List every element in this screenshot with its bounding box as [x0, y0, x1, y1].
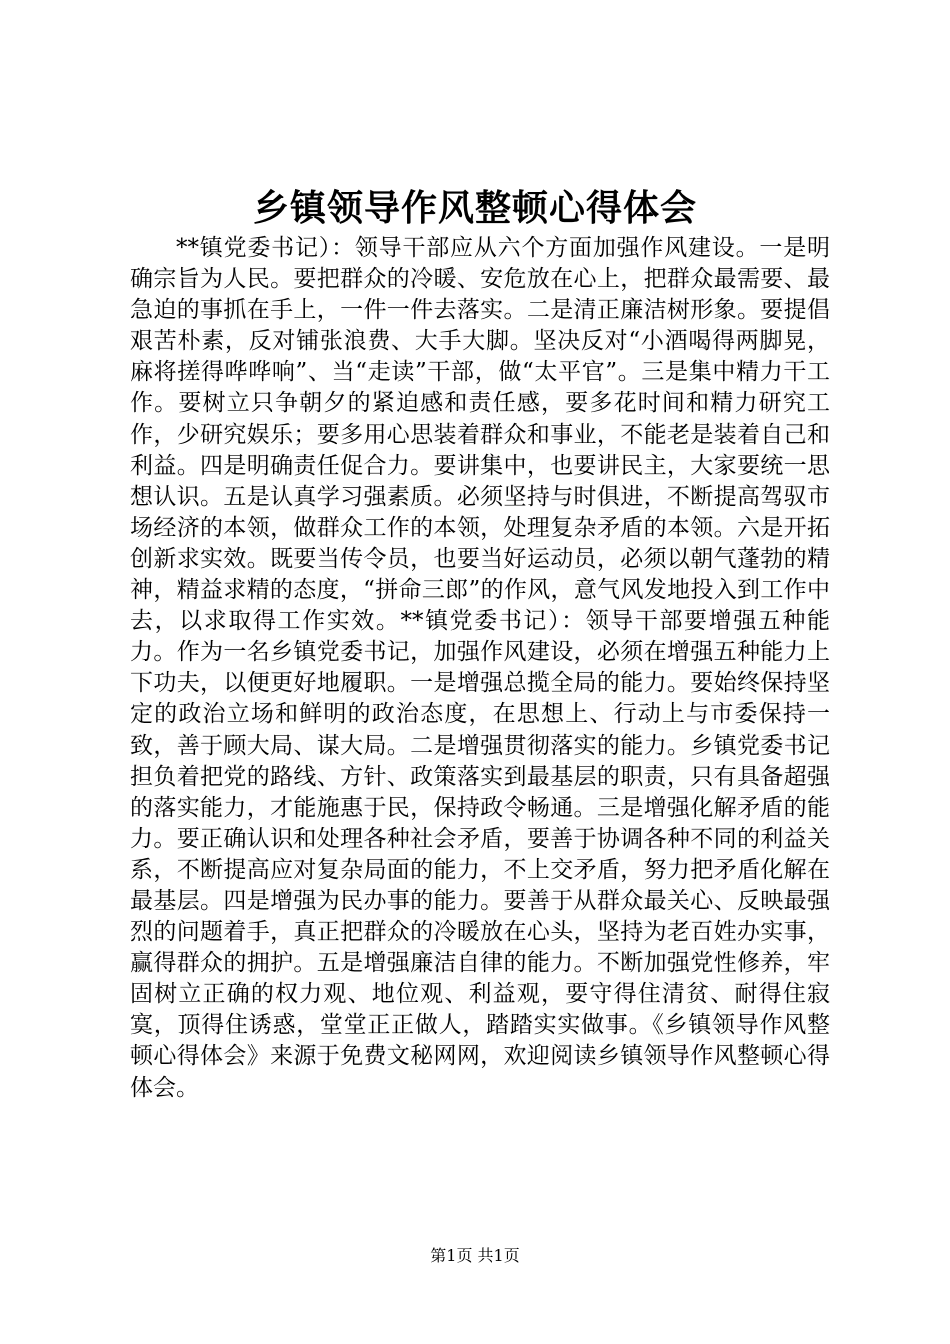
page-number-footer: 第1页 共1页	[430, 1246, 520, 1265]
document-title: 乡镇领导作风整顿心得体会	[252, 187, 697, 229]
document-body: **镇党委书记）：领导干部应从六个方面加强作风建设。一是明确宗旨为人民。要把群众的冷暖、安危放在心上，把群众最需要、最急迫的事抓在手上，一件一件去落实。二是清正廉洁树形象。要提倡艰苦朴素，反对铺张浪费、大手大脚。坚决反对“小酒喝得两脚晃，麻将搓得哗哗响”、当“走读”干部，做“太平官”。三是集中精力干工作。要树立只争朝夕的紧迫感和责任感，要多花时间和精力研究工作，少研究娱乐；要多用心思装着群众和事业，不能老是装着自己和利益。四是明确责任促合力。要讲集中，也要讲民主，大家要统一思想认识。五是认真学习强素质。必须坚持与时俱进，不断提高驾驭市场经济的本领，做群众工作的本领，处理复杂矛盾的本领。六是开拓创新求实效。既要当传令员，也要当好运动员，必须以朝气蓬勃的精神，精益求精的态度，“拼命三郎”的作风，意气风发地投入到工作中去，以求取得工作实效。**镇党委书记）：领导干部要增强五种能力。作为一名乡镇党委书记，加强作风建设，必须在增强五种能力上下功夫，以便更好地履职。一是增强总揽全局的能力。要始终保持坚定的政治立场和鲜明的政治态度，在思想上、行动上与市委保持一致，善于顾大局、谋大局。二是增强贯彻落实的能力。乡镇党委书记担负着把党的路线、方针、政策落实到最基层的职责，只有具备超强的落实能力，才能施惠于民，保持政令畅通。三是增强化解矛盾的能力。要正确认识和处理各种社会矛盾，要善于协调各种不同的利益关系，不断提高应对复杂局面的能力，不上交矛盾，努力把矛盾化解在最基层。四是增强为民办事的能力。要善于从群众最关心、反映最强烈的问题着手，真正把群众的冷暖放在心头，坚持为老百姓办实事，赢得群众的拥护。五是增强廉洁自律的能力。不断加强党性修养，牢固树立正确的权力观、地位观、利益观，要守得住清贫、耐得住寂寞，顶得住诱惑，堂堂正正做人，踏踏实实做事。《乡镇领导作风整顿心得体会》来源于免费文秘网网，欢迎阅读乡镇领导作风整顿心得体会。	[130, 235, 830, 1101]
